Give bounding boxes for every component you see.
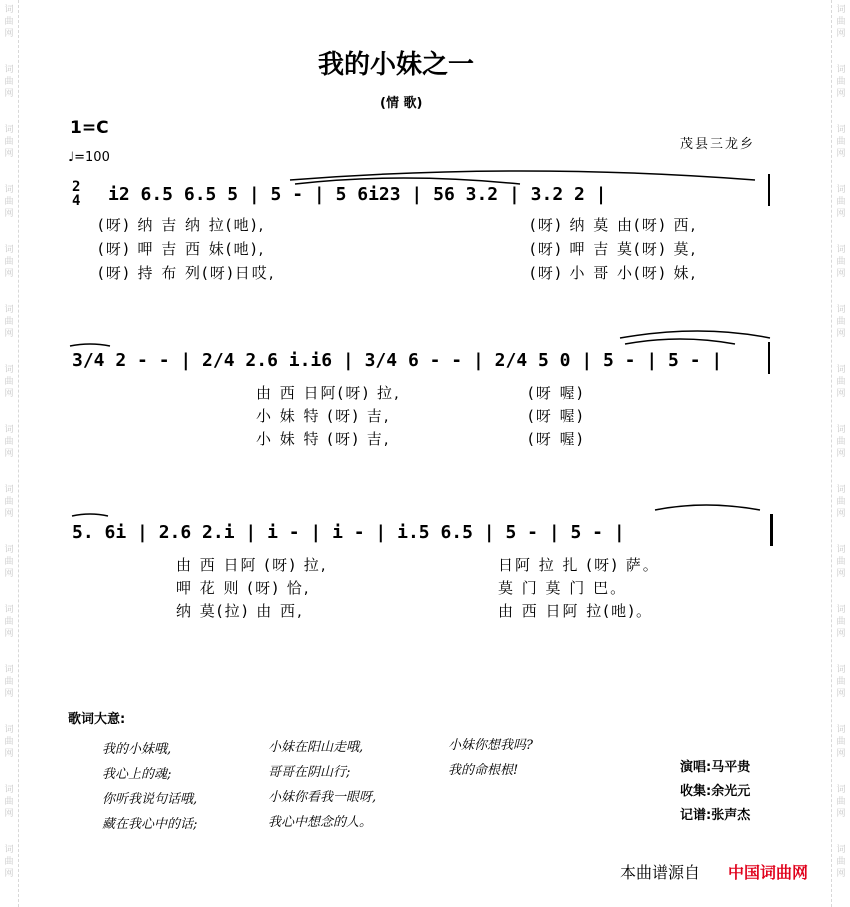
lyric-line: (呀 喔) (528, 384, 585, 402)
watermark-text: 词 曲 网 (836, 785, 846, 819)
meaning-line: 小妹你想我吗? (448, 738, 533, 753)
watermark-text: 词 曲 网 (836, 305, 846, 339)
lyric-line: (呀) 持 布 列(呀)日哎, (98, 264, 276, 282)
time-signature-2-4: 2 4 (72, 179, 81, 209)
lyric-line: 由 西 日阿(呀) 拉, (256, 384, 401, 402)
meaning-line: 我心中想念的人。 (268, 815, 373, 830)
notation-line-2: 3/4 2 - - | 2/4 2.6 i.i6 | 3/4 6 - - | 2/4 5 0 | 5 - | 5 - | (72, 350, 723, 371)
watermark-text: 词 曲 网 (836, 65, 846, 99)
watermark-text: 词 曲 网 (836, 425, 846, 459)
lyric-line: (呀) 纳 吉 纳 拉(吔), (98, 216, 266, 234)
footer-site-link[interactable]: 中国词曲网 (728, 863, 809, 882)
credit-collector: 收集:余光元 (680, 784, 751, 799)
watermark-text: 词 曲 网 (4, 545, 14, 579)
watermark-text: 词 曲 网 (4, 245, 14, 279)
lyric-line: 小 妹 特 (呀) 吉, (256, 407, 391, 425)
lyric-line: (呀 喔) (528, 430, 585, 448)
watermark-text: 词 曲 网 (836, 665, 846, 699)
watermark-text: 词 曲 网 (836, 845, 846, 879)
watermark-text: 词 曲 网 (836, 545, 846, 579)
watermark-text: 词 曲 网 (836, 125, 846, 159)
lyric-line: (呀) 小 哥 小(呀) 妹, (530, 264, 698, 282)
lyric-line: (呀) 呷 吉 西 妹(吔), (98, 240, 266, 258)
watermark-text: 词 曲 网 (836, 185, 846, 219)
watermark-text: 词 曲 网 (836, 485, 846, 519)
meaning-heading: 歌词大意: (68, 712, 126, 727)
credit-singer: 演唱:马平贵 (680, 760, 751, 775)
credit-transcriber: 记谱:张声杰 (680, 808, 751, 823)
lyric-line: 由 西 日阿 (呀) 拉, (176, 556, 328, 574)
meaning-line: 我的命根根! (448, 763, 519, 778)
lyric-line: 呷 花 则 (呀) 恰, (176, 579, 311, 597)
final-barline (770, 514, 773, 546)
watermark-text: 词 曲 网 (836, 245, 846, 279)
notation-line-1: i2 6.5 6.5 5 | 5 - | 5 6i23 | 56 3.2 | 3.2 2 | (108, 184, 607, 205)
meaning-line: 小妹在阳山走哦, (268, 740, 364, 755)
watermark-text: 词 曲 网 (836, 5, 846, 39)
watermark-text: 词 曲 网 (4, 365, 14, 399)
tempo-marking: ♩=100 (68, 150, 110, 165)
lyric-line: (呀) 呷 吉 莫(呀) 莫, (530, 240, 698, 258)
watermark-text: 词 曲 网 (836, 725, 846, 759)
genre-label: (情 歌) (380, 96, 423, 111)
watermark-text: 词 曲 网 (836, 605, 846, 639)
lyric-line: 由 西 日阿 拉(吔)。 (498, 602, 654, 620)
watermark-text: 词 曲 网 (4, 785, 14, 819)
notation-line-3: 5. 6i | 2.6 2.i | i - | i - | i.5 6.5 | 5 - | 5 - | (72, 522, 625, 543)
lyric-line: 纳 莫(拉) 由 西, (176, 602, 304, 620)
lyric-line: 小 妹 特 (呀) 吉, (256, 430, 391, 448)
meaning-line: 你听我说句话哦, (102, 792, 198, 807)
key-signature: 1=C (70, 118, 109, 138)
lyric-line: (呀 喔) (528, 407, 585, 425)
meaning-line: 我的小妹哦, (102, 742, 172, 757)
lyric-line: 日阿 拉 扎 (呀) 萨。 (498, 556, 660, 574)
watermark-text: 词 曲 网 (4, 605, 14, 639)
footer-source: 本曲谱源自 (620, 863, 701, 882)
meaning-line: 哥哥在阴山行; (268, 765, 351, 780)
watermark-text: 词 曲 网 (4, 185, 14, 219)
meaning-line: 小妹你看我一眼呀, (268, 790, 377, 805)
barline (768, 174, 770, 206)
watermark-text: 词 曲 网 (4, 65, 14, 99)
watermark-text: 词 曲 网 (4, 305, 14, 339)
meaning-line: 我心上的魂; (102, 767, 172, 782)
watermark-text: 词 曲 网 (4, 845, 14, 879)
lyric-line: 莫 门 莫 门 巴。 (498, 579, 628, 597)
watermark-text: 词 曲 网 (4, 5, 14, 39)
song-origin: 茂县三龙乡 (680, 137, 756, 152)
watermark-text: 词 曲 网 (4, 125, 14, 159)
watermark-text: 词 曲 网 (4, 665, 14, 699)
lyric-line: (呀) 纳 莫 由(呀) 西, (530, 216, 698, 234)
meaning-line: 藏在我心中的话; (102, 817, 198, 832)
watermark-text: 词 曲 网 (4, 725, 14, 759)
barline (768, 342, 770, 374)
watermark-text: 词 曲 网 (4, 425, 14, 459)
page-title: 我的小妹之一 (318, 50, 475, 80)
watermark-text: 词 曲 网 (836, 365, 846, 399)
watermark-text: 词 曲 网 (4, 485, 14, 519)
